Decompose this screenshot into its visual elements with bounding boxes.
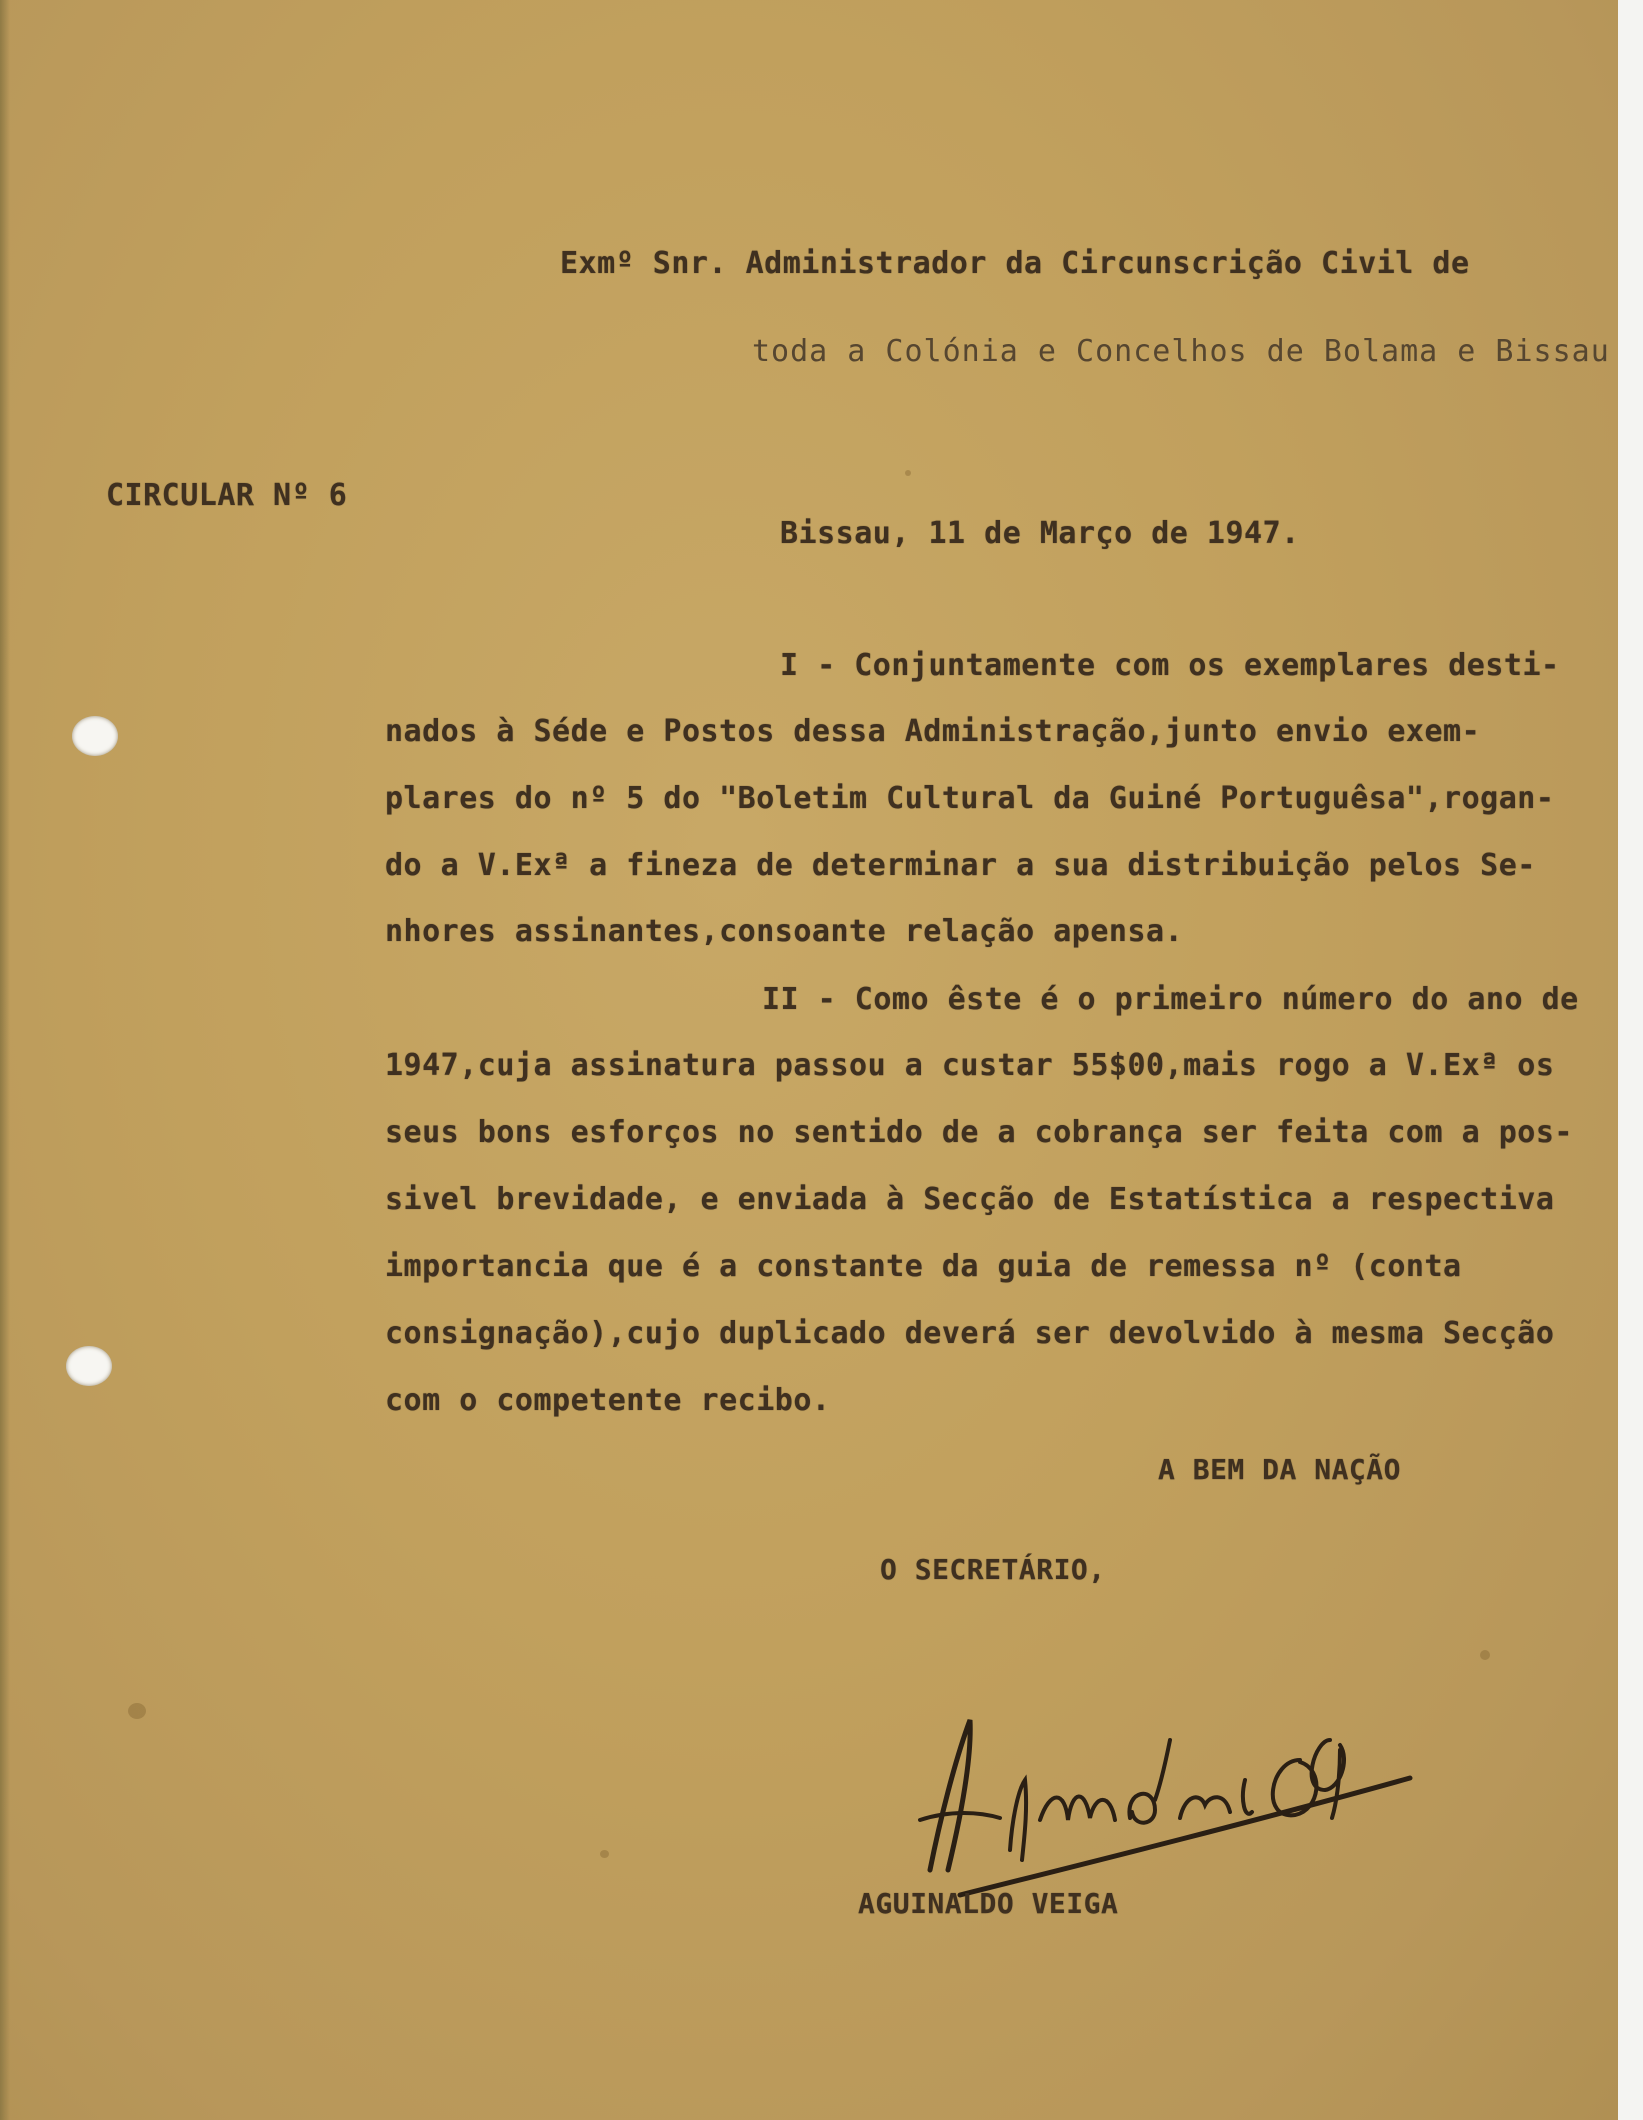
paragraph-1-line-2: nados à Séde e Postos dessa Administração,junto envio exem-: [385, 714, 1481, 749]
scan-background-edge: [1618, 0, 1643, 2120]
paper-stain: [905, 470, 911, 476]
paragraph-2-line-1: II - Como êste é o primeiro número do ano de: [762, 982, 1579, 1017]
paper-stain: [1480, 1650, 1490, 1660]
signature-name: AGUINALDO VEIGA: [858, 1887, 1119, 1920]
paragraph-2-line-3: seus bons esforços no sentido de a cobrança ser feita com a pos-: [385, 1115, 1573, 1150]
addressee-line-1: Exmº Snr. Administrador da Circunscrição Civil de: [560, 246, 1470, 281]
secretary-title: O SECRETÁRIO,: [880, 1553, 1106, 1586]
paragraph-2-line-4: sivel brevidade, e enviada à Secção de Estatística a respectiva: [385, 1182, 1555, 1217]
closing-salutation: A BEM DA NAÇÃO: [1158, 1453, 1402, 1486]
paragraph-1-line-1: I - Conjuntamente com os exemplares desti-: [780, 648, 1560, 683]
punch-hole-top: [72, 716, 118, 756]
paragraph-1-line-4: do a V.Exª a fineza de determinar a sua distribuição pelos Se-: [385, 848, 1536, 883]
circular-number: CIRCULAR Nº 6: [106, 478, 348, 513]
date-line: Bissau, 11 de Março de 1947.: [780, 516, 1300, 551]
paragraph-1-line-3: plares do nº 5 do "Boletim Cultural da Guiné Portuguêsa",rogan-: [385, 781, 1555, 816]
paragraph-2-line-5: importancia que é a constante da guia de remessa nº (conta: [385, 1249, 1462, 1284]
paper-stain: [128, 1703, 146, 1719]
punch-hole-bottom: [66, 1346, 112, 1386]
paragraph-1-line-5: nhores assinantes,consoante relação apensa.: [385, 914, 1184, 949]
paragraph-2-line-6: consignação),cujo duplicado deverá ser devolvido à mesma Secção: [385, 1316, 1555, 1351]
paragraph-2-line-2: 1947,cuja assinatura passou a custar 55$00,mais rogo a V.Exª os: [385, 1048, 1555, 1083]
paper-stain: [600, 1850, 609, 1858]
handwritten-signature: [900, 1700, 1460, 1900]
page-spine-shadow: [0, 0, 10, 2120]
addressee-line-2: toda a Colónia e Concelhos de Bolama e Bissau: [752, 334, 1610, 369]
paragraph-2-line-7: com o competente recibo.: [385, 1383, 831, 1418]
